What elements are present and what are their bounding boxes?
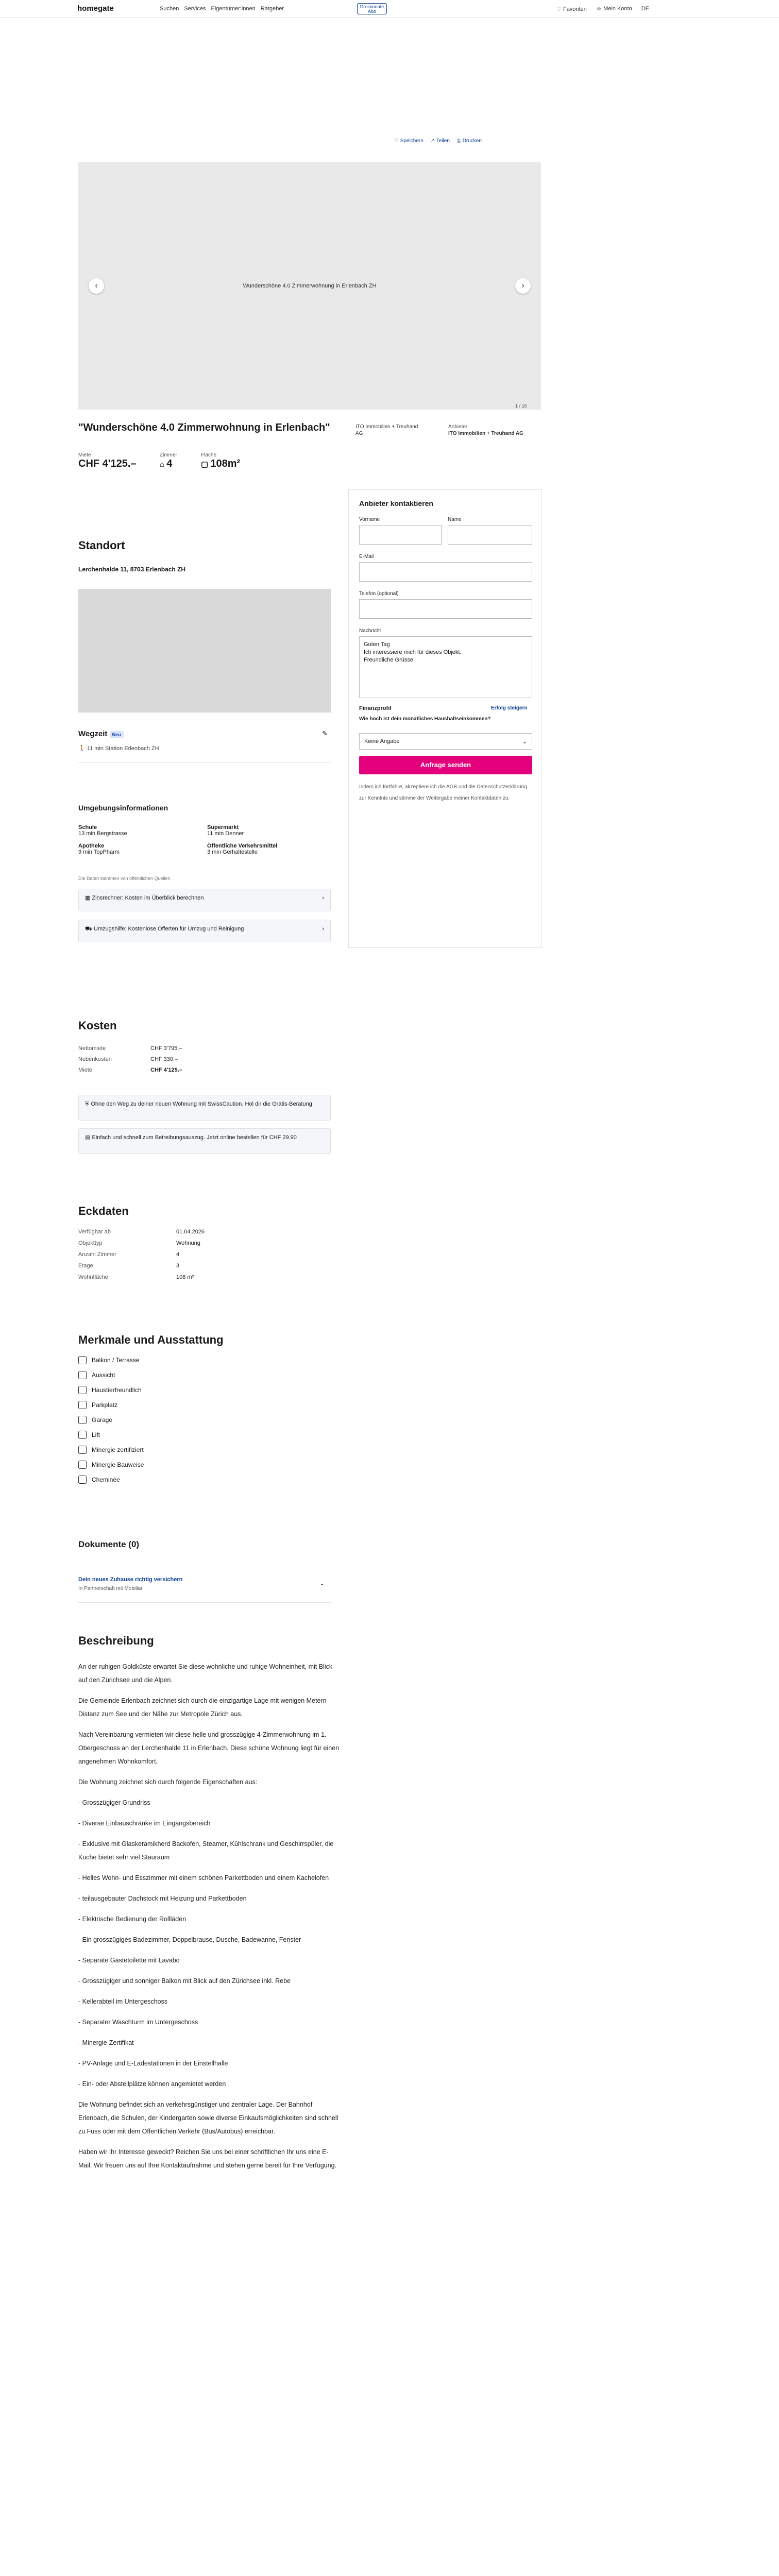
edit-icon[interactable]: ✎ [322,730,328,737]
save-label: Speichern [400,138,424,144]
walk-icon: 🚶 [78,745,87,752]
chevron-down-icon: ⌄ [522,739,527,745]
description-paragraph: - Ein- oder Abstellplätze können angemietet werden [78,2080,226,2088]
cost-row [78,1065,182,1076]
email-field[interactable] [359,562,532,582]
feature-item [78,1446,144,1454]
key-data-value: 3 [176,1263,180,1269]
description-paragraph: Die Gemeinde Erlenbach zeichnet sich durch die einzigartige Lage mit wenigen Metern Distanz zum See und der Nähe zur Metropole Zürich aus. [78,1697,327,1718]
travel-time-text [78,745,159,752]
account-link[interactable] [596,6,632,12]
surrounding-item [207,843,336,855]
feature-item [78,1416,144,1424]
user-icon: ☺ [596,6,604,12]
message-textarea[interactable]: Guten Tag Ich interessiere mich für dieses Objekt. Freundliche Grüsse [359,636,532,698]
address[interactable]: Lerchenhalde 11, 8703 Erlenbach ZH [78,566,186,573]
area-label: Fläche [201,452,217,458]
key-data-value: 4 [176,1251,180,1258]
chevron-right-icon: › [322,926,324,932]
description-paragraph: Haben wir Ihr Interesse geweckt? Reichen Sie uns bei einer schriftlichen Ihr uns eine E-Mail. Wir freuen uns auf Ihre Kontaktaufnahme und stehen gerne bereit für Ihre Verfügung. [78,2148,336,2169]
costs-table [78,1043,182,1076]
description-paragraph: - Exklusive mit Glaskeramikherd Backofen, Steamer, Kühlschrank und Geschirrspüler, die Küche bietet sehr viel Stauraum [78,1840,334,1861]
feature-label: Haustierfreundlich [92,1386,142,1394]
nav-suchen[interactable]: Suchen [160,6,179,12]
key-data-table [78,1226,205,1283]
betreibung-card[interactable] [78,1128,331,1154]
feature-item [78,1431,144,1439]
umzug-card[interactable] [78,920,331,942]
agency-b-name[interactable]: ITO Immobilien + Treuhand AG [448,431,523,436]
betreibung-text: Einfach und schnell zum Betreibungsauszug. Jetzt online bestellen für CHF 29.90 [92,1134,297,1141]
feature-item [78,1356,144,1364]
gallery-next-arrow[interactable]: › [515,278,531,294]
description-paragraph: - Separater Waschturm im Untergeschoss [78,2019,198,2026]
legal-text: Indem ich fortfahre, akzeptiere ich die AGB und die Datenschutzerklärung zur Kenntnis und stimme der Weitergabe meiner Kontaktdaten zu. [359,784,527,801]
surroundings-heading: Umgebungsinformationen [78,804,168,812]
key-data-value: 108 m² [176,1274,194,1280]
feature-label: Parkplatz [92,1401,118,1409]
door-icon: ⌂ [160,460,167,469]
feature-label: Lift [92,1431,100,1438]
description-paragraph: Nach Vereinbarung vermieten wir diese helle und grosszügige 4-Zimmerwohnung im 1. Obergeschoss an der Lerchenhalde 11 in Erlenbach. Diese schöne Wohnung liegt für einen angenehmen Wohnkomfort. [78,1731,340,1765]
share-label: Teilen [436,138,450,144]
area-icon: ▢ [201,460,211,469]
header-actions [556,6,649,12]
image-gallery[interactable] [78,162,541,410]
cost-key: Miete [78,1067,92,1073]
rooms-label: Zimmer [160,452,177,458]
area-value: 108m² [210,458,241,469]
language-select[interactable]: DE [641,6,650,12]
key-data-row [78,1260,205,1272]
zinsrechner-text: Zinsrechner: Kosten im Überblick berechnen [92,895,204,901]
view-icon [78,1371,87,1379]
gallery-actions [394,138,482,144]
heart-icon: ♡ [556,6,563,12]
cost-key: Nebenkosten [78,1056,112,1062]
lift-icon [78,1431,87,1439]
surrounding-type: Öffentliche Verkehrsmittel [207,843,278,849]
key-data-row [78,1238,205,1249]
phone-label: Telefon (optional) [359,591,399,597]
zinsrechner-card[interactable] [78,889,331,911]
rent-label: Miete [78,452,91,458]
feature-item [78,1401,144,1409]
rooms-value: 4 [166,458,173,469]
description-paragraph: - Helles Wohn- und Esszimmer mit einem schönen Parkettboden und einem Kachelofen [78,1874,329,1882]
surrounding-type: Schule [78,824,97,831]
surrounding-value: 13 min Bergstrasse [78,831,127,837]
surrounding-type: Apotheke [78,843,105,849]
finance-link[interactable]: Erfolg steigern [491,705,528,711]
cost-key: Nettomiete [78,1045,106,1052]
favorites-label: Favoriten [563,6,587,12]
data-source-note: Die Daten stammen von öffentlichen Quellen [78,876,171,881]
print-label: Drucken [462,138,482,144]
key-data-heading: Eckdaten [78,1205,129,1217]
gallery-counter: 1 / 16 [515,403,527,409]
agency-b-label: Anbieter [448,424,468,430]
feature-item [78,1476,144,1484]
surrounding-item [207,824,336,837]
chevron-down-icon[interactable]: ⌄ [319,1580,325,1587]
divider [78,762,331,763]
key-data-key: Anzahl Zimmer [78,1251,116,1258]
nav-eigentuemer[interactable]: Eigentümer:innen [211,6,256,12]
finance-label: Finanzprofil [359,705,392,711]
new-badge: Neu [110,731,124,738]
feature-item [78,1371,144,1379]
share-button[interactable]: ↗ Teilen [430,138,450,144]
description-paragraph: - Separate Gästetoilette mit Lavabo [78,1957,180,1964]
last-name-input[interactable] [448,525,532,545]
cost-value: CHF 330.– [150,1056,178,1062]
minergie-icon [78,1446,87,1454]
description-paragraph: - Ein grosszügiges Badezimmer, Doppelbrause, Dusche, Badewanne, Fenster [78,1936,301,1943]
surrounding-value: 9 min TopPharm [78,849,120,855]
surrounding-type: Supermarkt [207,824,239,831]
feature-label: Aussicht [92,1371,115,1379]
first-name-input[interactable] [359,525,442,545]
income-question: Wie hoch ist dein monatliches Haushaltseinkommen? [359,716,491,722]
description-paragraph: Die Wohnung zeichnet sich durch folgende Eigenschaften aus: [78,1778,258,1786]
description-paragraph: An der ruhigen Goldküste erwartet Sie diese wohnliche und ruhige Wohneinheit, mit Blick auf den Zürichsee und die Alpen. [78,1663,333,1684]
account-label: Mein Konto [603,6,632,12]
travel-time-label: Wegzeit [78,730,108,738]
agency-b [448,423,531,437]
cost-row [78,1043,182,1054]
minergie-build-icon [78,1461,87,1469]
fireplace-icon [78,1476,87,1484]
insurance-partner: In Partnerschaft mit Mobiliar [78,1586,143,1591]
gallery-prev-arrow[interactable]: ‹ [89,278,104,294]
chevron-right-icon: › [322,895,324,901]
feature-label: Balkon / Terrasse [92,1357,140,1364]
gallery-caption: Wunderschöne 4.0 Zimmerwohnung in Erlenbach ZH [243,283,377,289]
divider [78,1602,331,1603]
shield-icon: ⛨ [85,1101,91,1107]
surroundings-grid [78,824,336,855]
key-data-key: Etage [78,1263,93,1269]
key-data-key: Objekttyp [78,1240,103,1246]
nav-ratgeber[interactable]: Ratgeber [260,6,284,12]
swisscaution-text: Ohne den Weg zu deiner neuen Wohnung mit SwissCaution. Hol dir die Gratis-Beratung [91,1101,312,1107]
feature-label: Garage [92,1416,113,1423]
features-list [78,1356,144,1490]
calculator-icon: ▦ [85,895,92,901]
insurance-link[interactable]: Dein neues Zuhause richtig versichern [78,1577,183,1583]
top-header [0,0,779,18]
agency-a[interactable]: ITO Immobilien + Treuhand AG [355,424,418,436]
travel-time-value: 11 min Station Erlenbach ZH [87,745,159,752]
feature-label: Cheminée [92,1476,120,1483]
surrounding-value: 3 min Gerhaltestelle [207,849,258,855]
income-select-value: Keine Angabe [364,738,400,744]
location-map[interactable] [78,589,331,713]
swisscaution-card[interactable] [78,1095,331,1121]
description-paragraph: - PV-Anlage und E-Ladestationen in der Einstellhalle [78,2060,228,2067]
description-paragraph: - teilausgebauter Dachstock mit Heizung und Parkettboden [78,1895,247,1902]
description-paragraph: - Grosszügiger Grundriss [78,1799,150,1806]
surrounding-item [78,824,207,837]
travel-time-heading [78,730,124,738]
parking-icon [78,1401,87,1409]
rooms-block [160,452,177,470]
last-name-label: Name [448,517,462,522]
key-data-key: Verfügbar ab [78,1229,111,1235]
surrounding-item [78,843,207,855]
cost-value: CHF 4'125.– [150,1067,182,1073]
pet-icon [78,1386,87,1394]
key-data-key: Wohnfläche [78,1274,108,1280]
email-label: E-Mail [359,554,374,560]
abo-button[interactable]: Dreimonate Abo [357,3,387,14]
umzug-text: Umzugshilfe: Kostenlose Offerten für Umzug und Reinigung [93,926,244,932]
key-data-value: Wohnung [176,1240,200,1246]
contact-form [348,489,542,948]
rent-value: CHF 4'125.– [78,458,137,469]
area-block [201,452,240,470]
cost-value: CHF 3'795.– [150,1045,182,1052]
favorites-link[interactable] [556,6,587,12]
key-data-row [78,1226,205,1238]
key-data-row [78,1272,205,1283]
document-icon: ▤ [85,1134,92,1141]
feature-item [78,1461,144,1469]
description-paragraph: - Kellerabteil im Untergeschoss [78,1998,167,2005]
feature-label: Minergie zertifiziert [92,1446,144,1453]
key-data-row [78,1249,205,1260]
contact-heading: Anbieter kontaktieren [359,499,433,507]
main-nav [160,6,284,12]
message-label: Nachricht [359,628,381,634]
homegate-logo[interactable]: homegate [77,4,114,13]
print-button[interactable]: ⎙ Drucken [456,138,482,144]
cost-row [78,1054,182,1065]
location-heading: Standort [78,539,125,552]
truck-icon: ⛟ [85,926,94,932]
save-button[interactable]: ♡ Speichern [394,138,424,144]
features-heading: Merkmale und Ausstattung [78,1333,224,1346]
balcony-icon [78,1356,87,1364]
nav-services[interactable]: Services [184,6,206,12]
documents-heading: Dokumente (0) [78,1539,140,1549]
surrounding-value: 11 min Denner [207,831,244,837]
description-paragraph: - Diverse Einbauschränke im Eingangsbereich [78,1820,211,1827]
income-select[interactable] [359,733,532,750]
listing-title: "Wunderschöne 4.0 Zimmerwohnung in Erlenbach" [78,422,330,433]
description-body [78,1660,340,2179]
feature-label: Minergie Bauweise [92,1461,144,1468]
phone-field[interactable] [359,599,532,619]
description-paragraph: Die Wohnung befindet sich an verkehrsgünstiger und zentraler Lage. Der Bahnhof Erlenbach, die Schulen, der Kindergarten sowie diverse Einkaufsmöglichkeiten sind schnell zu Fuss oder mit dem Öffentlichen Verkehr (Bus/Autobus) erreichbar. [78,2101,338,2135]
description-heading: Beschreibung [78,1634,154,1647]
key-data-value: 01.04.2026 [176,1229,205,1235]
description-paragraph: - Grosszügiger und sonniger Balkon mit Blick auf den Zürichsee inkl. Rebe [78,1977,291,1985]
garage-icon [78,1416,87,1424]
feature-item [78,1386,144,1394]
first-name-label: Vorname [359,517,380,522]
description-paragraph: - Elektrische Bedienung der Rollläden [78,1916,187,1923]
rent-block [78,452,137,470]
description-paragraph: - Minergie-Zertifikat [78,2039,134,2046]
costs-heading: Kosten [78,1019,117,1032]
send-request-button[interactable]: Anfrage senden [359,756,532,774]
